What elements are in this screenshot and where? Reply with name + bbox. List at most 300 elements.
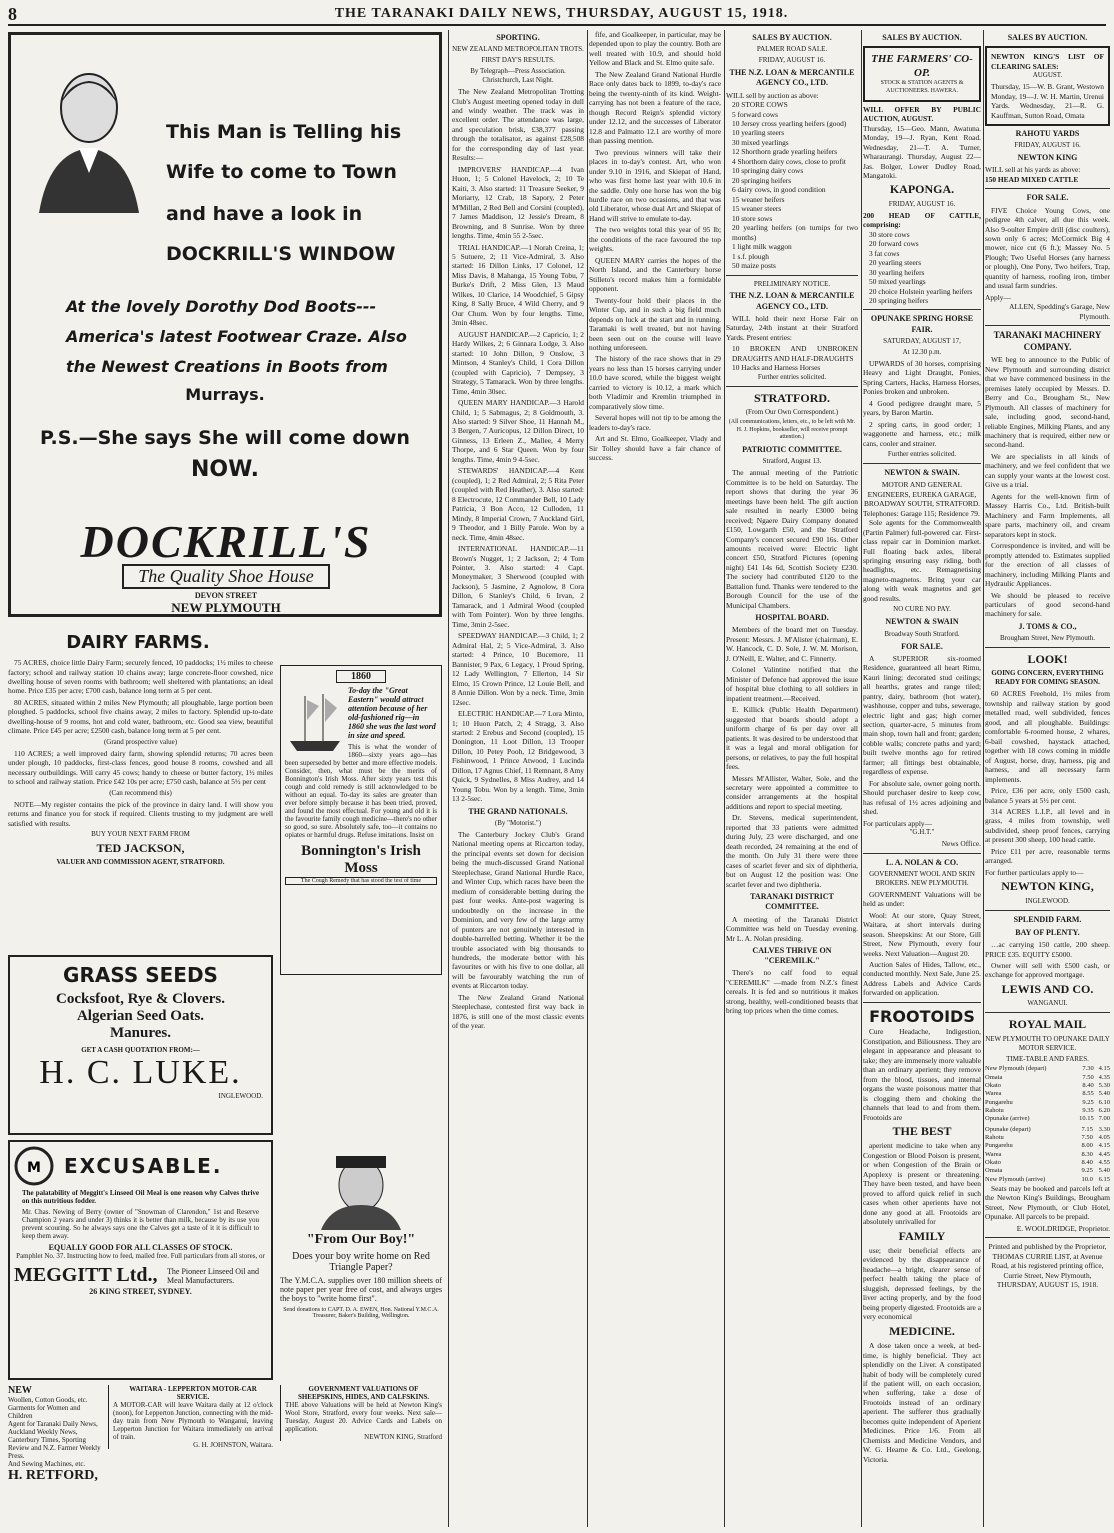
sporting-para: ELECTRIC HANDICAP.—7 Lora Minto, 1; 10 Huon Patch, 2; 4 Stragg, 3. Also started: 2 Erebus and Second (coupled), 15 Donington, 11 Loot Dillon, 13 Trooper Dillon, 10 Petey Pooh, 12 Bridgewood, 3 Fishinwood, 1 Prince Atwood, 1 Lucinda Dillon, 17 Agnus Chief, 11 Remnant, 8 Amy Quick, 9 Sydnelles, 8 Miss Audrey, and 14 Young Tobu. Won by a length. Time, 3min 13 2-5sec. — [452, 709, 584, 804]
list-item: 4 Shorthorn dairy cows, close to profit — [732, 156, 846, 166]
tmc-body: We should be pleased to receive particulars of good second-hand machinery for sale. — [985, 590, 1110, 619]
dockrill-advertisement — [8, 32, 442, 617]
list-item: 30 yearling heifers — [869, 267, 925, 277]
table-cell: 4.05 — [1098, 1133, 1110, 1141]
table-cell: 7.00 — [1098, 1115, 1110, 1123]
table-cell: 4.35 — [1098, 1073, 1110, 1081]
list-item: 15 weaner heifers — [732, 194, 785, 204]
newton-king: NEWTON KING — [1017, 153, 1078, 163]
opunake-date: SATURDAY, AUGUST 17, — [883, 336, 961, 345]
column-rule — [587, 30, 588, 1527]
table-row — [985, 1167, 1110, 1175]
table-row — [985, 1126, 1110, 1134]
table-cell: 10.0 — [1081, 1175, 1093, 1183]
retford-line-4: Agent for Taranaki Daily News, Auckland Weekly News, Canterbury Times, Sporting Review and N.Z. Farmer Weekly Press. — [8, 1420, 101, 1460]
nz-will: WILL sell by auction as above: — [726, 90, 819, 100]
table-row — [985, 1134, 1110, 1142]
ad-line-3: and have a look in — [166, 203, 363, 225]
stratford-note: (All communications, letters, etc., to be left with Mr. H. J. Hopkins, bookseller, will receive prompt attention.) — [728, 419, 856, 441]
meggitt-company-desc: The Pioneer Linseed Oil and Meal Manufacturers. — [167, 1266, 259, 1285]
royal-mail: ROYAL MAIL — [1008, 1017, 1087, 1032]
frootoids-body: Cure Headache, Indigestion, Constipation, and Biliousness. They are elegant in appearance and pleasant to take; they are immensely more valuable than an ordinary aperient; they remove from the blood, tissues, and internal organs the waste poisonous matter that is clogging them and choking the channels that lead to and from them. Frootoids are — [863, 1027, 981, 1122]
grand-nationals-by: (By "Motorist.") — [494, 818, 542, 827]
newton-swain: NEWTON & SWAIN. — [884, 468, 960, 478]
ship-illustration — [285, 686, 345, 756]
sales-title-2: SALES BY AUCTION. — [882, 33, 962, 42]
table-cell: 4.55 — [1098, 1158, 1110, 1166]
table-cell: Omata — [985, 1167, 1003, 1175]
sporting-para: AUGUST HANDICAP.—2 Capricio, 1; 2 Hardy Wilkes, 2; 6 Ginnara Lodge, 3. Also started: 10 John Dillon, 9 Onslow, 3 Mintson, 4 Stanley's Child, 1 Cora Dillon (coupled with Capricio), 7 Dempsey, 3 Strategy, 5 Tamarack. Won by three lengths. Time, 4min 30sec. — [452, 329, 584, 396]
nz-loan-name-2: THE N.Z. LOAN & MERCANTILE AGENCY CO., LTD. — [729, 291, 855, 311]
list-item: 3 fat cows — [869, 248, 900, 258]
list-item: 5 forward cows — [732, 109, 778, 119]
ad-line-1: This Man is Telling his — [166, 121, 402, 143]
coop-dates: Thursday, 15—Geo. Mann, Awatuna. Monday, 19—J. Ryan, Kent Road. Wednesday, 21—T. A. Turner, Wharaurangi. Thursday, August 22—Jas. Bolger, Lower Dudley Road, Mangatoki. — [863, 123, 981, 181]
newton-tel: Telephones: Garage 115; Residence 79. — [863, 508, 980, 518]
table-cell: 8.55 — [1082, 1090, 1094, 1098]
frootoids-body-2: aperient medicine to take when any Congestion or Blood Poison is present, or when Congestion of the Brain or Apoplexy is present or threatening. They have been tested, and have been proved to afford quick relief in such cases when other aperients have not done any good at all. Frootoids are absolutely unrivalled for — [863, 1141, 981, 1227]
splendid-farm: SPLENDID FARM. — [1013, 914, 1082, 924]
ship-year: 1860 — [336, 670, 386, 683]
ad-line-5: At the lovely Dorothy Dod Boots--- — [66, 297, 377, 316]
no-cure: NO CURE NO PAY. — [893, 605, 951, 614]
meggitt-title: EXCUSABLE. — [64, 1154, 223, 1178]
table-row — [985, 1107, 1110, 1115]
retford-line-3: Garments for Women and Children — [8, 1404, 81, 1420]
table-cell: 10.15 — [1079, 1115, 1094, 1123]
sporting-para: The Canterbury Jockey Club's Grand National meeting opens at Riccarton today, the principal events set down for decision being the much-discussed Grand National Steeplechase, Grand National Hurdle Race, and Winter Cup, which races have been the medium of considerable betting during the past four weeks. Ante-post wagering is undoubtedly on the increase in the Dominion, and very few of the large army of punters are not genuinely interested in double-barrelled betting. Whether it be the trouble associated with big thousands to hundreds, the moderate bettor with his favourites or with his five to one dollar, all will be favourably watching the run of events at Riccarton today. — [452, 829, 584, 991]
sporting-para: The New Zealand Grand National Steeplechase, contested first way back in 1876, is still one of the most classic events of the year. — [452, 992, 584, 1031]
sporting-para: fife, and Goalkeeper, in particular, may be depended upon to play the country. Both are well treated with 10.9, and should hold Yellow and Black and St. Elmo quite safe. — [589, 30, 721, 68]
royal-mail-sub: NEW PLYMOUTH TO OPUNAKE DAILY MOTOR SERVICE. — [985, 1034, 1110, 1052]
nk2: NEWTON KING, — [1001, 879, 1094, 894]
list-item: 20 forward cows — [869, 239, 919, 249]
bonnington-body: This is what the wonder of 1860—sixty years ago—has been superseded by better and more effective models. Consider, then, what must be the merits of Bonnington's Irish Moss. After sixty years test this cough and cold remedy is still acknowledged to be without an equal. To-day its sales are greater than ever before simply because it has been tried, proved, and found the most effectual. For young and old it is the favourite family cough medicine—there's no other so good, so sure. Absolutely safe, too—it contains no opiates or harmful drugs. Refuse imitations. Insist on — [285, 743, 437, 839]
cattle-list — [863, 230, 981, 306]
list-item: 20 yearling heifers (on turnips for two months) — [732, 223, 858, 242]
sporting-para: The New Zealand Grand National Hurdle Race only dates back to 1899, to-day's race being the twenty-ninth of its kind. Weight-carrying has not been a feature of the race, though Record Reign's splendid victory under 12.12, and the successes of Liberator 12.8 and Palmatto 12.1 are worthy of more than passing mention. — [589, 69, 721, 146]
col6-fs-body: FIVE Choice Young Cows, one pedigree 4th calver, all due this week. Also 9-oulter Empire drill (disc coulters), sown only 6 acres; McCormick Big 4 mower, nice cut (6 ft.); Massey No. 5 Plough; Two Useful Horses (any harness or plough), One Pony, Two heifers, Trap, quantity of harness, roofing iron, timber and usual farm sundries. — [985, 205, 1110, 291]
table-cell: 8.00 — [1081, 1142, 1093, 1150]
sporting-continued-column — [589, 30, 721, 1527]
tmc-body: Correspondence is invited, and will be promptly attended to. Estimates supplied for the erection of all classes of machinery, including Milking Plants and Hydraulic Appliances. — [985, 541, 1110, 589]
sporting-para: The history of the race shows that in 29 years no less than 15 horses carrying under 10.0 have scored, while the biggest weight carried to victory is 10.12, a mark which both Vladimir and Kremlin triumphed in comparatively slow time. — [589, 354, 721, 411]
sporting-para: The two weights total this year of 95 lb; the conditions of the race favoured the top weights. — [589, 225, 721, 254]
sporting-para: SPEEDWAY HANDICAP.—3 Child, 1; 2 Admiral Hal, 2; 5 Vice-Admiral, 3. Also started: 4 Prince, 10 Bucemore, 11 Bannister, 9 Pax, 6 Legacy, 1 Proud Spring, 12 Lady Wellington, 7 Ellerton, 14 Sir Elmo, 15 Crown Prince, 12 Louie Bell, and 8 Annie Dillon. Won by a neck. Time, 3min 12sec. — [452, 631, 584, 707]
sporting-para: Several hopes will not tip to be among the leaders to-day's race. — [589, 413, 721, 432]
sale-body: A SUPERIOR six-roomed Residence, guaranteed all heart Rimu, Kauri lining; decorated stud ceilings; all hearths, grates and range tiled; pantry, dairy, bathroom (hot water), washhouse, copper and tubs, sewerage, electric light and gas; high corner section, quarter-acre, 5 minutes from main shop, town hall and front; garden; cobble walls; concrete paths and yard; built twelve months ago for retired farmer; all fittings best obtainable, regardless of expense. — [863, 653, 981, 777]
table-cell: 3.30 — [1098, 1125, 1110, 1133]
clearing-list: Thursday, 15—W. B. Grant, Westown Monday, 19—J. W. H. Martin, Urenui Yards. Wednesday, 21—R. G. Kauffman, Sutton Road, Omata — [991, 82, 1104, 120]
govt-valuations-title: GOVERNMENT VALUATIONS OF SHEEPSKINS, HIDES, AND CALFSKINS. — [297, 1385, 430, 1401]
retford-line-2: Woollen, Cotton Goods, etc. — [8, 1396, 88, 1404]
table-cell: Pungarehu — [985, 1098, 1013, 1106]
three-price: Price £11 per acre, reasonable terms arranged. — [985, 846, 1110, 866]
frootoids-family: FAMILY — [898, 1228, 946, 1243]
ad-line-2: Wife to come to Town — [166, 161, 397, 183]
grass-line-2: Algerian Seed Oats. — [76, 1008, 205, 1024]
farmers-coop-desc: STOCK & STATION AGENTS & AUCTIONEERS. HAWERA. — [880, 80, 964, 95]
table-cell: 7.30 — [1082, 1065, 1094, 1073]
table-cell: 9.25 — [1082, 1098, 1094, 1106]
table-cell: 8.40 — [1082, 1082, 1094, 1090]
coop-offer: WILL OFFER BY PUBLIC AUCTION, AUGUST. — [863, 104, 981, 124]
opunake-further: Further entries solicited. — [887, 450, 957, 459]
farmers-coop-logo — [863, 46, 981, 102]
table-cell: 8.40 — [1081, 1158, 1093, 1166]
list-item: 1 s.f. plough — [732, 251, 769, 261]
clearing-aug: AUGUST. — [1032, 71, 1063, 80]
nolan-sub: GOVERNMENT WOOL AND SKIN BROKERS. NEW PLYMOUTH. — [869, 869, 975, 887]
table-cell: 6.20 — [1098, 1107, 1110, 1115]
list-item: 20 yearling steers — [869, 258, 922, 268]
rahotu-date: FRIDAY, AUGUST 16. — [1014, 141, 1081, 150]
opunake-fair: OPUNAKE SPRING HORSE FAIR. — [870, 314, 974, 334]
col6-for-sale: FOR SALE. — [1026, 193, 1069, 203]
sporting-para: QUEEN MARY HANDICAP.—3 Harold Child, 1; 5 Sabmagus, 2; 8 Goldmouth, 3. Also started: 9 Silver Shoe, 11 Hannah M., 3 Bergen, 7 Auricopus, 12 Dillon Direct, 10 Ginness, 13 Erleen Z., Mallee, 4 Merry Thorpe, and 6 Star Queen. Won by four lengths. Time, 4min 9 4-5sec. — [452, 398, 584, 464]
table-cell: 6.15 — [1098, 1175, 1110, 1183]
meggitt-logo-icon — [14, 1146, 54, 1186]
meggitt-company: MEGGITT Ltd., — [14, 1264, 158, 1286]
man-portrait-illustration — [29, 63, 149, 213]
meggitt-quote: Mr. Chas. Newing of Berry (owner of "Snowman of Clarendon," 1st and Reserve Champion 2 years and under 3) thinks it is better than milk, because by its use you prevent scouring. So he always says one the Calves get a taste of it it is difficult to keep them away. — [22, 1208, 259, 1240]
waitara-johnston: G. H. JOHNSTON, Waitara. — [193, 1441, 273, 1449]
table-cell: Pungarehu — [985, 1142, 1013, 1150]
ymca-advertisement — [280, 1150, 442, 1380]
ad-line-9: P.S.—She says She will come down — [40, 427, 410, 449]
sporting-para: Two previous winners will take their places in to-day's contest. Art, who won under 9.10 in 1916, and Skiepat of Hand, who was first home last year with 10.6 in the saddle. Only one horse has won the big hurdle race on two occasions, and that was old Liberator, whose dual Art and Skiepat of Hand will strive to emulate to-day. — [589, 147, 721, 223]
sporting-para: Art and St. Elmo, Goalkeeper, Vlady and Sir Tolley should have a fair chance of success. — [589, 434, 721, 463]
table-row — [985, 1099, 1110, 1107]
list-item: 10 Jersey cross yearling heifers (good) — [732, 119, 847, 129]
list-item: 30 store cows — [869, 229, 910, 239]
sale-body-2: For absolute sale, owner going north. Should purchaser desire to keep cow, has refusal of 1½ acres adjoining and shed. — [863, 778, 981, 817]
sporting-by: By Telegraph—Press Association. Christchurch, Last Night. — [470, 67, 566, 85]
meggitt-advertisement — [8, 1140, 273, 1380]
palmer-road: PALMER ROAD SALE. — [756, 45, 828, 54]
sporting-para: IMPROVERS' HANDICAP.—4 Ivan Huon, 1; 5 Colonel Havelock, 2; 10 Te Kaiti, 3. Also started: 11 Treasure Seeker, 9 Moriarty, 12 Crab, 18 Sapory, 2 Peter M'Millan, 2 Red Bell and Corsini (coupled), 7 James Maddison, 12 Jessie's Dream, 8 Browning, and 8 Sunrise. Won by three lengths. Time, 4min 55 2-5sec. — [452, 164, 584, 241]
sixty-price: Price, £36 per acre, only £500 cash, balance 5 years at 5½ per cent. — [985, 786, 1110, 805]
timetable-1 — [985, 1065, 1110, 1123]
govt-valuations-who: NEWTON KING, Stratford — [364, 1433, 442, 1441]
logo-tagline: The Quality Shoe House — [122, 564, 329, 589]
opunake-trade: 4 Good pedigree draught mare, 5 years, by Baron Martin. — [863, 398, 981, 418]
bonnington-tagline: The Cough Remedy that has stood the test of time — [285, 877, 437, 885]
dockrill-logo — [51, 515, 401, 616]
prelim-notice: PRELIMINARY NOTICE. — [753, 279, 831, 288]
farmers-coop-column — [863, 30, 981, 1527]
stratford-para: Colonel Valintine notified that the Minister of Defence had approved the issue of hospital blue clothing to all soldiers in inpatient treatment.—Received. — [726, 665, 858, 703]
list-item: 20 choice Holstein yearling heifers — [869, 286, 973, 296]
sale-apply: For particulars apply— — [863, 818, 932, 828]
ymca-sub: Does your boy write home on Red Triangle Paper? — [292, 1251, 430, 1273]
meggitt-pamphlet: Pamphlet No. 37. Instructing how to feed, mailed free. Full particulars from all stores, or — [16, 1252, 265, 1260]
table-row — [985, 1151, 1110, 1159]
logo-town: NEW PLYMOUTH — [171, 600, 281, 615]
dairy-listing-75: 75 ACRES, choice little Dairy Farm; securely fenced, 10 paddocks; 1½ miles to cheese factory; school and railway station 10 chains away; large concrete-floor cowshed, nice dwelling house of seven rooms with bathroom; well sheltered with plantations; an ideal home. Price £35 per acre; £700 cash, balance long term at 5 per cent. — [8, 658, 273, 696]
stratford-para: The annual meeting of the Patriotic Committee is to be held on Saturday. The report shows that during the year 36 meetings have been held. The gift auction sale resulted in nearly £3000 being received; Ngaere Dairy Company donated £150, Lowgarth £50, and the Stratford Company's concert secured £90 16s. Other amounts received were: Electric light concert £50, Stratford Pictures (opening night) £41 14s 6d, Scottish Society £230. The society had contributed £120 to the Battalion fund. Thanks were tendered to the Borough Council for the use of the Municipal Chambers. — [726, 468, 858, 610]
tmc-body: Agents for the well-known firm of Massey Harris Co., Ltd. British-built Machinery and Farm Implements, all spare parts, machinery oil, and cream separators kept in stock. — [985, 491, 1110, 539]
list-item: 30 mixed yearlings — [732, 137, 789, 147]
page-number: 8 — [8, 3, 17, 24]
table-cell: Opunake (arrive) — [985, 1115, 1030, 1123]
list-item: 15 weaner steers — [732, 204, 782, 214]
clearing-title: NEWTON KING'S LIST OF CLEARING SALES: — [991, 52, 1104, 71]
table-cell: New Plymouth (depart) — [985, 1065, 1047, 1073]
nolan-title: L. A. NOLAN & CO. — [885, 857, 959, 867]
dairy-note: (Grand prospective value) — [103, 737, 178, 746]
bonnington-brand: Bonnington's Irish Moss — [301, 843, 421, 876]
table-row — [985, 1090, 1110, 1098]
grass-title: GRASS SEEDS — [63, 963, 218, 987]
list-item: 12 Shorthorn grade yearling heifers — [732, 147, 838, 157]
lewis-wang: WANGANUI. — [1027, 999, 1068, 1008]
frootoids-body-4: A dose taken once a week, at bed-time, is highly beneficial. They act splendidly on the Liver. A constipated habit of body will be completely cured if the patient will, on each occasion, when suffering, take a dose of Frootoids instead of an ordinary aperient. The sufferer thus gradually becomes quite independent of Aperient Medicines. Price 1/6. From all Chemists and Medicine Vendors, and W. G. Hearne & Co. Ltd., Geelong, Victoria. — [863, 1341, 981, 1464]
bottom-ads — [8, 1385, 442, 1525]
frootoids-best: THE BEST — [892, 1124, 952, 1139]
dairy-agent-title: VALUER AND COMMISSION AGENT, STRATFORD. — [56, 858, 225, 867]
ymca-headline: "From Our Boy!" — [306, 1232, 416, 1247]
column-rule — [861, 30, 862, 1527]
nolan-p: Auction Sales of Hides, Tallow, etc., conducted monthly. Next Sale, June 25. Address Labels and Advice Cards forwarded on application. — [863, 960, 981, 998]
grass-seeds-advertisement — [8, 955, 273, 1135]
sporting-para: TRIAL HANDICAP.—1 Norah Creina, 1; 5 Sutuere, 2; 11 Vice-Admiral, 3. Also started: 16 Dillon Links, 17 Colonel, 12 Miss Davis, 8 Mahanga, 15 Young Tobu, 7 Burke's Drift, 2 Miss Glen, 13 Maud Wilkes, 10 Clarice, 14 Woodchief, 5 Gipsy King, 8 Sally Bruce, 4 Wild Cherry, and 9 Our Chum. Won by four lengths. Time, 3min 48sec. — [452, 242, 584, 328]
newton-swain-2: NEWTON & SWAIN — [885, 617, 959, 627]
table-cell: 5.30 — [1098, 1082, 1110, 1090]
nolan-p: GOVERNMENT Valuations will be held as under: — [863, 889, 981, 909]
further-entries: Further entries solicited. — [757, 372, 827, 381]
table-cell: Okato — [985, 1158, 1001, 1166]
table-cell: 4.15 — [1098, 1065, 1110, 1073]
table-cell: 5.40 — [1098, 1167, 1110, 1175]
table-cell: Warea — [985, 1090, 1002, 1098]
bonnington-advertisement — [280, 665, 442, 975]
bay-of-plenty: BAY OF PLENTY. — [1015, 927, 1080, 937]
list-item: 50 maize posts — [732, 261, 776, 271]
sporting-title: SPORTING. — [496, 33, 540, 42]
going-concern: GOING CONCERN, EVERYTHING READY FOR COMING SEASON. — [991, 669, 1104, 687]
stratford-date: Stratford, August 13. — [762, 457, 822, 466]
col6-allen: ALLEN, Spedding's Garage, New Plymouth. — [1009, 302, 1110, 321]
meggitt-body: The palatability of Meggitt's Linseed Oil Meal is one reason why Calves thrive on this nutritious fodder. — [22, 1189, 259, 1205]
ceremilk-title: CALVES THRIVE ON "CEREMILK." — [752, 946, 832, 966]
sporting-column — [452, 30, 584, 1527]
hospital-title: HOSPITAL BOARD. — [755, 613, 829, 623]
table-cell: 6.10 — [1098, 1098, 1110, 1106]
table-cell: Okato — [985, 1082, 1001, 1090]
list-item: 6 dairy cows, in good condition — [732, 185, 826, 195]
ymca-send: Send donations to CAPT. D. A. EWEN, Hon. National Y.M.C.A. Treasurer, Baker's Building, Wellington. — [283, 1307, 439, 1319]
opunake-horses: UPWARDS of 30 horses, comprising Heavy and Light Draught, Ponies, Spring Carters, Hacks, Harness Horses, Ponies broken and unbroken. — [863, 358, 981, 397]
table-row — [985, 1065, 1110, 1073]
ad-line-8: Murrays. — [185, 385, 265, 404]
dairy-listing-110: 110 ACRES; a well improved dairy farm, showing splendid returns; 70 acres been under plough, 10 paddocks, first-class fences, good house 8 rooms, cowshed and all necessary outbuildings. Will carry 45 cows; handy to cheese or butter factory, 1½ miles to school and railway station. Price £42 10s per acre; £750 cash, balance at 5½ per cent — [8, 748, 273, 787]
sporting-para: Twenty-four hold their places in the Winter Cup, and in such a big field much depends on luck at the start and in running. Taramaki is well treated, but not having been seen out on the course will leave nothing unforeseen. — [589, 295, 721, 352]
kaponga-date: FRIDAY, AUGUST 16. — [888, 199, 956, 208]
stratford-para: Members of the board met on Tuesday. Present: Messrs. J. M'Alister (chairman), E. W. Hancock, C. D. Sole, J. W. M. Morison, J. O'Neill, E. Walter, and C. Finnerty. — [726, 625, 858, 663]
dairy-title: DAIRY FARMS. — [66, 632, 210, 653]
table-cell: 9.25 — [1081, 1167, 1093, 1175]
waitara-body: A MOTOR-CAR will leave Waitara daily at 12 o'clock (noon), for Lepperton Junction, connecting with the mid-day train from New Plymouth to Wanganui, leaving Lepperton Junction for Waitara immediately on arrival of train. — [113, 1401, 273, 1441]
table-cell: 4.45 — [1098, 1150, 1110, 1158]
stratford-para: Dr. Stevens, medical superintendent, reported that 33 patients were admitted during July, 23 were discharged, and one death recorded, 24 remaining at the end of the month. On July 31 there were three cases of scarlet fever and six of diphtheria, but on August 12 the position was: One scarlet fever and two diphtheria. — [726, 813, 858, 889]
taranaki-machinery: TARANAKI MACHINERY COMPANY. — [993, 330, 1102, 352]
table-row — [985, 1176, 1110, 1184]
table-cell: Rahotu — [985, 1133, 1004, 1141]
table-row — [985, 1159, 1110, 1167]
ad-line-7: the Newest Creations in Boots from — [66, 357, 388, 376]
lewis-and-co: LEWIS AND CO. — [1001, 981, 1094, 996]
frootoids-body-3: use; their beneficial effects are evidenced by the disappearance of headache—a bright, clearer sense of perfect health taking the place of sluggish, depressed feelings, by the liver acting properly, and by the food being properly digested. Frootoids are a very economical — [863, 1245, 981, 1322]
table-row — [985, 1074, 1110, 1082]
table-cell: 5.40 — [1098, 1090, 1110, 1098]
sales-stratford-column — [726, 30, 858, 1527]
list-item: 10 BROKEN AND UNBROKEN DRAUGHTS AND HALF-DRAUGHTS — [732, 344, 858, 363]
nk-cattle: 150 HEAD MIXED CATTLE — [985, 174, 1079, 184]
toms: J. TOMS & CO., — [1018, 621, 1077, 631]
logo-street: DEVON STREET — [194, 591, 258, 600]
farmers-coop-name: THE FARMERS' CO-OP. — [871, 53, 973, 80]
clearing-sales-box — [985, 46, 1110, 126]
nz-loan-name: THE N.Z. LOAN & MERCANTILE AGENCY CO., LTD. — [729, 68, 855, 88]
bop-body: …ac carrying 150 cattle, 200 sheep. PRICE £35. EQUITY £5000. — [985, 940, 1110, 959]
dairy-agent: TED JACKSON, — [96, 840, 185, 855]
table-cell: 7.50 — [1081, 1133, 1093, 1141]
three-acres: 314 ACRES L.I.P., all level and in grass, 4 miles from township, well subdivided, sheep proof fences, carrying at present 300 sheep, 100 head cattle. — [985, 806, 1110, 845]
table-cell: 7.15 — [1081, 1125, 1093, 1133]
sale-office: News Office. — [941, 839, 981, 849]
horse-fair-text: WILL hold their next Horse Fair on Saturday, 24th instant at their Stratford Yards. Present entries: — [726, 313, 858, 342]
table-row — [985, 1115, 1110, 1123]
list-item: 10 springing dairy cows — [732, 166, 804, 176]
table-cell: New Plymouth (arrive) — [985, 1175, 1046, 1183]
svg-text:M: M — [27, 1160, 41, 1176]
cattle-head: 200 HEAD OF CATTLE, comprising: — [863, 210, 981, 230]
grass-line-3: Manures. — [110, 1025, 171, 1041]
list-item: 10 yearling steers — [732, 128, 785, 138]
table-row — [985, 1082, 1110, 1090]
logo-name: DOCKRILL'S — [80, 516, 372, 567]
list-item: 20 STORE COWS — [732, 100, 788, 110]
grass-line-5: H. C. LUKE. — [39, 1054, 242, 1091]
col6-apply: Apply— — [985, 292, 1011, 302]
ad-line-4: DOCKRILL'S WINDOW — [166, 243, 396, 265]
newton-motor: MOTOR AND GENERAL ENGINEERS, EUREKA GARAGE, BROADWAY SOUTH, STRATFORD. — [863, 480, 981, 509]
list-item: 10 Hacks and Harness Horses — [732, 363, 821, 373]
dairy-buy: BUY YOUR NEXT FARM FROM — [91, 829, 190, 838]
grand-nationals-title: THE GRAND NATIONALS. — [468, 806, 568, 816]
further-apply: For further particulars apply to— — [985, 867, 1084, 877]
opunake-time: At 12.30 p.m. — [902, 347, 942, 356]
list-item: 10 store sows — [732, 213, 773, 223]
imprint: Printed and published by the Proprietor, THOMAS CURRIE LIST, at Avenue Road, at his registered printing office, Currie Street, New Plymouth, THURSDAY, AUGUST 15, 1918. — [988, 1242, 1107, 1290]
stratford-para: There's no calf food to equal "CEREMILK" —made from N.Z.'s finest cereals. It is fed and so nutritious it makes strong, healthy, well-conditioned beasts that bring top prices when the time comes. — [726, 968, 858, 1016]
list-item: 1 light milk waggon — [732, 242, 792, 252]
meggitt-eq: EQUALLY GOOD FOR ALL CLASSES OF STOCK. — [48, 1243, 233, 1252]
ad-line-10: NOW. — [191, 457, 259, 482]
sporting-sub2: FIRST DAY'S RESULTS. — [481, 56, 555, 65]
timetable-title: TIME-TABLE AND FARES. — [1006, 1054, 1089, 1063]
column-rule — [724, 30, 725, 1527]
table-row — [985, 1142, 1110, 1150]
sporting-sub: NEW ZEALAND METROPOLITAN TROTS. — [452, 45, 584, 54]
sporting-para: The New Zealand Metropolitan Trotting Club's August meeting opened today in dull and windy weather. The track was in excellent order. The attendance was large, and speculation brisk, £38,377 passing through the totalisator, as against £28,508 for the corresponding day of last year. Results:— — [452, 87, 584, 163]
grass-line-6: INGLEWOOD. — [218, 1092, 263, 1100]
newton-king-column — [985, 30, 1110, 1527]
sporting-para: INTERNATIONAL HANDICAP.—11 Brown's Nugget, 1; 2 Jackson, 2; 4 Tom Pointer, 3. Also started: 4 Capt. Moneymaker, 3 Sherwood (coupled with Jackson), 5 Jasmine, 2 Agnolow, 8 Cora Dillon, 6 Stanley's Child, 6 Irvan, 2 Tamarack, and 1 Admiral Wood (coupled with Tom Pointer). Won by three lengths. Time, 3min 2-5sec. — [452, 544, 584, 629]
frootoids-medicine: MEDICINE. — [889, 1323, 955, 1338]
stratford-para: A meeting of the Taranaki District Committee was held on Tuesday evening. Mr L. A. Nolan presiding. — [726, 914, 858, 943]
rahotu-yards: RAHOTU YARDS — [1015, 129, 1080, 138]
table-cell: 9.35 — [1082, 1107, 1094, 1115]
sale-ght: "G.H.T." — [909, 828, 935, 837]
masthead — [8, 4, 1106, 26]
bonnington-headline: To-day the "Great Eastern" would attract attention because of her old-fashioned rig—in 1860 she was the last word in size and speed. — [348, 686, 436, 740]
stratford-sub: (From Our Own Correspondent.) — [745, 408, 839, 417]
nolan-p: Wool: At our store, Quay Street, Waitara, at short intervals during season. Sheepskins: At our Store, Gill Street, New Plymouth, every four weeks. Next Valuation—August 20. — [863, 910, 981, 958]
nk-will: WILL sell at his yards as above: — [985, 165, 1081, 175]
table-cell: 7.50 — [1082, 1073, 1094, 1081]
table-cell: Omata — [985, 1073, 1003, 1081]
grass-line-4: GET A CASH QUOTATION FROM:— — [81, 1046, 200, 1054]
sales-title-3: SALES BY AUCTION. — [1007, 33, 1088, 42]
nk-ing: INGLEWOOD. — [1025, 896, 1070, 905]
look: LOOK! — [1027, 652, 1068, 667]
stratford-title: STRATFORD. — [753, 390, 831, 405]
column-rule — [983, 30, 984, 1527]
table-cell: 8.30 — [1081, 1150, 1093, 1158]
boy-portrait-illustration — [301, 1150, 421, 1230]
tmc-body: We are specialists in all kinds of machinery, and we feel confident that we can supply your wants at the lowest cost. Give us a trial. — [985, 451, 1110, 490]
kaponga: KAPONGA. — [889, 182, 955, 197]
list-item: 20 springing heifers — [732, 175, 792, 185]
timetable-2 — [985, 1126, 1110, 1184]
newton-bway: Broadway South Stratford. — [884, 629, 960, 638]
list-item: 50 mixed yearlings — [869, 277, 926, 287]
table-cell: Rahotu — [985, 1107, 1004, 1115]
waitara-title: WAITARA - LEPPERTON MOTOR-CAR SERVICE. — [129, 1385, 257, 1401]
dairy-note-text: NOTE—My register contains the pick of the province in dairy land. I will show you returns and finance you for stock if required. Clients trusting to my judgment are well satisfied with results. — [8, 799, 273, 828]
retford-name: H. RETFORD, — [8, 1468, 98, 1483]
sixty-acres: 60 ACRES Freehold, 1½ miles from township and railway station by good metalled road, well subdivided, fences good, and all ploughable. Buildings: comfortable 6-roomed house, 2 whares, 6-bail cowshed, haystack attached, together with 18 cows coming in middle of August, horse, dray, harness, pig and harness, and all necessary farm implements. — [985, 689, 1110, 784]
grass-line-1: Cocksfoot, Rye & Clovers. — [55, 991, 226, 1007]
patriotic-title: PATRIOTIC COMMITTEE. — [742, 445, 842, 455]
proprietor: E. WOOLDRIDGE, Proprietor. — [1016, 1223, 1110, 1233]
palmer-day: FRIDAY, AUGUST 16. — [758, 56, 826, 65]
newspaper-title: THE TARANAKI DAILY NEWS, THURSDAY, AUGUST 15, 1918. — [334, 6, 789, 21]
table-cell: Warea — [985, 1150, 1002, 1158]
dairy-note-2: (Can recommend this) — [109, 788, 172, 797]
tmc-body: WE beg to announce to the Public of New Plymouth and surrounding district that we have commenced business in the premises lately occupied by Messrs. D. Berry and Co., Brougham St., New Plymouth. All classes of machinery for sale, including good, second-hand, reliable Engines, Milking Plants, and any machinery that is required, either new or second-hand. — [985, 355, 1110, 450]
meggitt-address: 26 KING STREET, SYDNEY. — [89, 1287, 192, 1296]
sales-title: SALES BY AUCTION. — [752, 33, 832, 42]
horse-list — [726, 344, 858, 372]
bop-owner: Owner will sell with £500 cash, or exchange for approved mortgage. — [985, 960, 1110, 980]
for-sale: FOR SALE. — [901, 641, 943, 651]
stratford-para: E. Killick (Public Health Department) suggested that boards should adopt a uniform charge of 6s per day over all patients. It was desired to be understood that it was a legal and moral obligation for persons, or relatives, to pay the full hospital fees. — [726, 705, 858, 772]
newton-agents: Sole agents for the Commonwealth (Partin Palmer) full-powered car. First-class repair car in Dominion market. Full floating back axles, liberal springing ensuring easy riding, both headlights, etc. Remagnetising magneto-magnetos. Bring your car along with weak magnetos and get good results. — [863, 518, 981, 603]
toms-addr: Brougham Street, New Plymouth. — [999, 634, 1096, 643]
retford-line-5: And Sewing Machines, etc. — [8, 1460, 86, 1468]
ad-line-6: America's latest Footwear Craze. Also — [66, 327, 407, 346]
sporting-para: STEWARDS' HANDICAP.—4 Kent (coupled), 1; 2 Red Admiral, 2; 5 Rita Peter (coupled with Red Heather), 3. Also started: 8 Electrocute, 12 Commander Bell, 10 Lady Patricia, 3 Bon Acco, 12 Culloden, 11 Mindy, 8 Imperial Crown, 7 Auckland Girl, 9 Theodor, and 1 Billy Parole. Won by a neck. Time, 4min 48sec. — [452, 466, 584, 542]
opunake-extra: 2 spring carts, in good order; 1 waggonette and harness, etc.; milk cans, cooler and strainer. — [863, 419, 981, 448]
dairy-listing-80: 80 ACRES, situated within 2 miles New Plymouth; all ploughable, large portion been ploughed. 5 paddocks, school five chains away, 2 miles to factory. Splendid up-to-date dwelling-house of 9 rooms, hot and cold water, bathroom, etc. Good sea view, beautiful climate. Price £45 per acre; £2500 cash, balance long term at 5 per cent. — [8, 697, 273, 736]
sporting-para: QUEEN MARY carries the hopes of the North Island, and the Canterbury horse Stilleto's record makes him a formidable opponent. — [589, 255, 721, 294]
table-cell: 4.15 — [1098, 1142, 1110, 1150]
taranaki-committee-title: TARANAKI DISTRICT COMMITTEE. — [750, 892, 834, 912]
govt-valuations-body: THE above Valuations will be held at Newton King's Wool Store, Stratford, every four weeks. Next sale—Tuesday, August 20. Advice Cards and Labels on application. — [285, 1401, 442, 1433]
